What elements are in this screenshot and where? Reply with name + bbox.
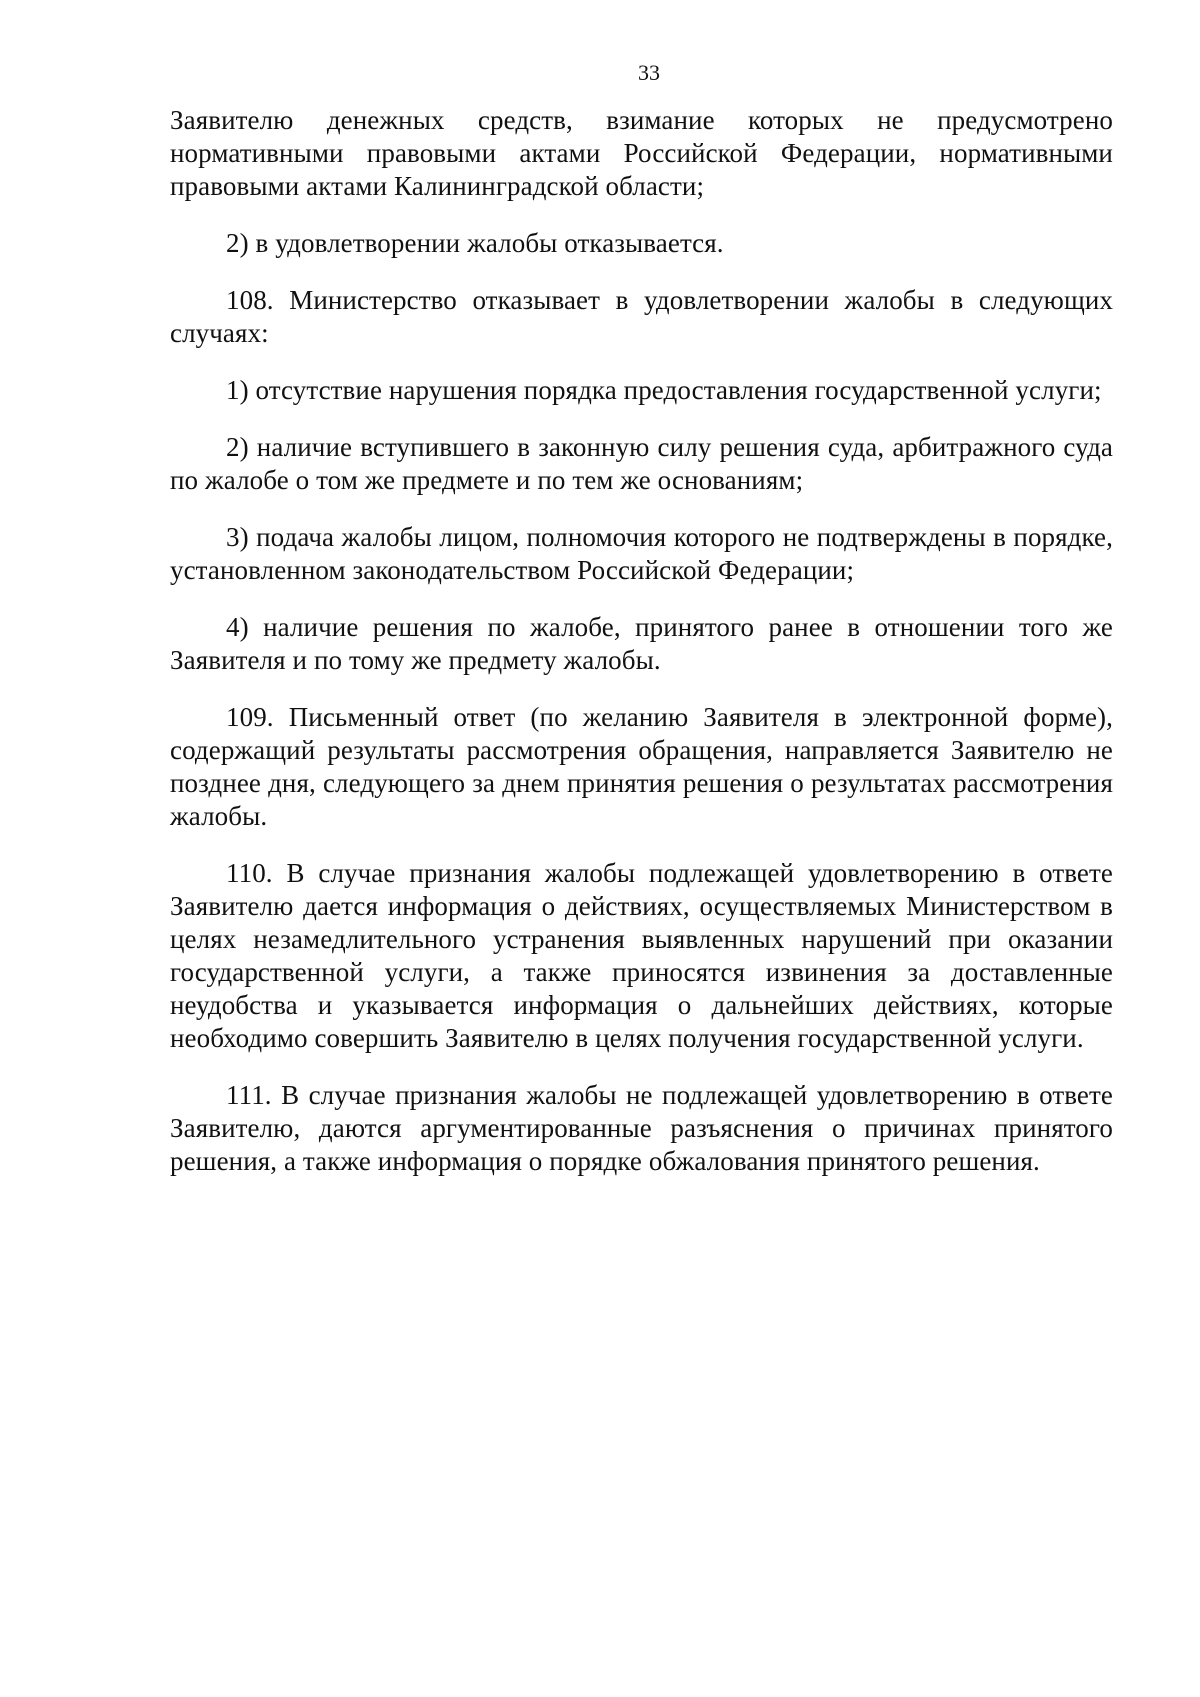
paragraph-111: 111. В случае признания жалобы не подлежащей удовлетворению в ответе Заявителю, даются аргументированные разъяснения о причинах принятого решения, а также информация о порядке обжалования принятого решения.	[170, 1080, 1113, 1176]
paragraph-108-item-3: 3) подача жалобы лицом, полномочия которого не подтверждены в порядке, установленном законодательством Российской Федерации;	[170, 522, 1113, 585]
paragraph-continuation: Заявителю денежных средств, взимание которых не предусмотрено нормативными правовыми актами Российской Федерации, нормативными правовыми актами Калининградской области;	[170, 105, 1113, 201]
document-body	[170, 104, 1113, 1202]
paragraph-108-item-2: 2) наличие вступившего в законную силу решения суда, арбитражного суда по жалобе о том же предмете и по тем же основаниям;	[170, 432, 1113, 495]
page-number: 33	[638, 60, 660, 85]
paragraph-item-2-refusal: 2) в удовлетворении жалобы отказывается.	[226, 228, 724, 258]
paragraph-108: 108. Министерство отказывает в удовлетворении жалобы в следующих случаях:	[170, 285, 1113, 348]
paragraph-110: 110. В случае признания жалобы подлежащей удовлетворению в ответе Заявителю дается информация о действиях, осуществляемых Министерством в целях незамедлительного устранения выявленных нарушений при оказании государственной услуги, а также приносятся извинения за доставленные неудобства и указывается информация о дальнейших действиях, которые необходимо совершить Заявителю в целях получения государственной услуги.	[170, 858, 1113, 1053]
paragraph-108-item-1: 1) отсутствие нарушения порядка предоставления государственной услуги;	[226, 375, 1102, 405]
paragraph-109: 109. Письменный ответ (по желанию Заявителя в электронной форме), содержащий результаты рассмотрения обращения, направляется Заявителю не позднее дня, следующего за днем принятия решения о результатах рассмотрения жалобы.	[170, 702, 1113, 831]
paragraph-108-item-4: 4) наличие решения по жалобе, принятого ранее в отношении того же Заявителя и по тому же предмету жалобы.	[170, 612, 1113, 675]
